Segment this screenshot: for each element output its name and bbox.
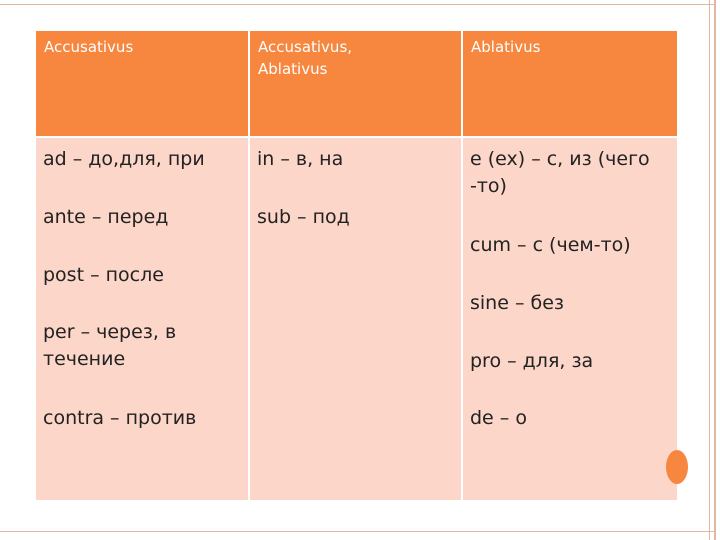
slide-decoration-circle [666, 450, 688, 484]
preposition-contra: contra – против [43, 407, 197, 429]
preposition-cum: cum – с (чем-то) [470, 234, 631, 256]
prepositions-table [36, 31, 677, 500]
frame-line-right-outer [714, 0, 716, 540]
preposition-pro: pro – для, за [470, 350, 594, 372]
preposition-e-ex: e (ex) – с, из (чего -то) [470, 148, 650, 197]
header-accusativus: Accusativus [36, 31, 248, 136]
frame-line-bottom [0, 531, 716, 532]
cell-ablativus [463, 138, 677, 500]
preposition-ante: ante – перед [43, 206, 169, 228]
preposition-post: post – после [43, 264, 164, 286]
preposition-sub: sub – под [257, 206, 350, 228]
preposition-per: per – через, в течение [43, 321, 177, 370]
frame-line-right-inner [709, 0, 710, 540]
preposition-in: in – в, на [257, 148, 344, 170]
frame-line-top [0, 4, 716, 5]
header-accusativus-ablativus: Accusativus, Ablativus [250, 31, 461, 136]
cell-accusativus-ablativus [250, 138, 461, 500]
header-ablativus: Ablativus [463, 31, 677, 136]
cell-accusativus [36, 138, 248, 500]
preposition-sine: sine – без [470, 292, 564, 314]
preposition-ad: ad – до,для, при [43, 148, 205, 170]
preposition-de: de – о [470, 407, 527, 429]
